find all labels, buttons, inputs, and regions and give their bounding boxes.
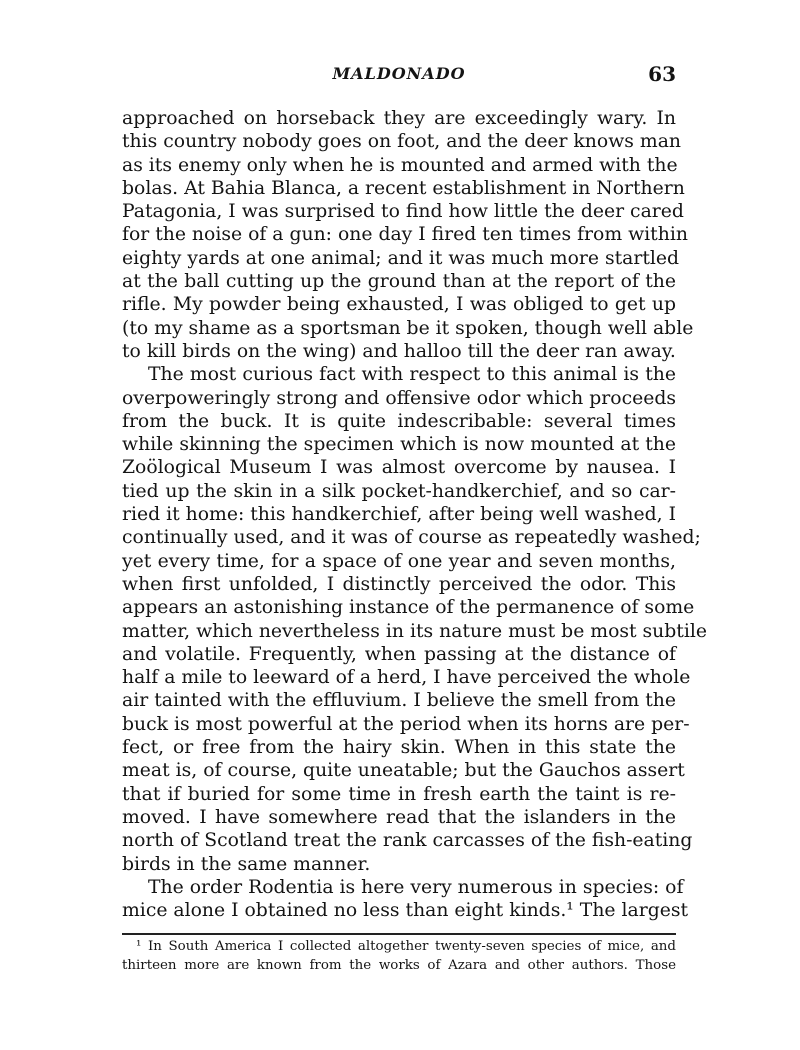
text-line: for the noise of a gun: one day I fired ten times from within xyxy=(122,224,688,246)
text-line: mice alone I obtained no less than eight kinds.¹ The largest xyxy=(122,900,689,922)
paragraph-start-line: The order Rodentia is here very numerous in species: of xyxy=(148,876,684,898)
text-line: Zoölogical Museum I was almost overcome by nausea. I xyxy=(122,457,676,479)
text-line: at the ball cutting up the ground than at the report of the xyxy=(122,271,676,293)
text-line: as its enemy only when he is mounted and armed with the xyxy=(122,154,678,176)
text-line: buck is most powerful at the period when its horns are per- xyxy=(122,713,690,735)
text-line: birds in the same manner. xyxy=(122,853,371,875)
footnote-line: thirteen more are known from the works of Azara and other authors. Those xyxy=(122,958,676,973)
text-line: north of Scotland treat the rank carcasses of the fish-eating xyxy=(122,830,693,852)
footnotes xyxy=(122,937,676,975)
text-line: ried it home: this handkerchief, after being well washed, I xyxy=(122,504,677,526)
text-line: air tainted with the effluvium. I believe the smell from the xyxy=(122,690,676,712)
text-line: matter, which nevertheless in its nature must be most subtile xyxy=(122,620,707,642)
text-line: approached on horseback they are exceedingly wary. In xyxy=(122,108,676,129)
page-header xyxy=(122,64,676,94)
footnote-divider xyxy=(122,933,676,935)
text-line: overpoweringly strong and offensive odor which proceeds xyxy=(122,387,676,409)
text-line: eighty yards at one animal; and it was much more startled xyxy=(122,247,680,269)
paragraph-start-line: The most curious fact with respect to this animal is the xyxy=(148,364,676,386)
text-line: this country nobody goes on foot, and the deer knows man xyxy=(122,131,681,153)
text-line: fect, or free from the hairy skin. When in this state the xyxy=(122,737,676,759)
body-text xyxy=(122,107,707,922)
text-line: half a mile to leeward of a herd, I have perceived the whole xyxy=(122,667,691,689)
text-line: while skinning the specimen which is now mounted at the xyxy=(122,434,676,456)
text-line: moved. I have somewhere read that the islanders in the xyxy=(122,806,676,828)
text-line: rifle. My powder being exhausted, I was obliged to get up xyxy=(122,294,676,316)
text-line: (to my shame as a sportsman be it spoken, though well able xyxy=(122,317,694,339)
text-line: from the buck. It is quite indescribable: several times xyxy=(122,410,676,432)
text-line: when first unfolded, I distinctly perceived the odor. This xyxy=(122,573,676,595)
text-line: continually used, and it was of course as repeatedly washed; xyxy=(122,527,701,549)
text-line: Patagonia, I was surprised to find how little the deer cared xyxy=(122,201,684,223)
text-line: and volatile. Frequently, when passing at the distance of xyxy=(122,643,676,665)
text-line: bolas. At Bahia Blanca, a recent establishment in Northern xyxy=(122,177,685,199)
text-line: that if buried for some time in fresh earth the taint is re- xyxy=(122,783,676,805)
text-line: to kill birds on the wing) and halloo till the deer ran away. xyxy=(122,340,676,362)
text-line: appears an astonishing instance of the permanence of some xyxy=(122,597,695,619)
text-line: meat is, of course, quite uneatable; but the Gauchos assert xyxy=(122,760,685,782)
running-title: MALDONADO xyxy=(332,64,466,83)
text-line: tied up the skin in a silk pocket-handkerchief, and so car- xyxy=(122,480,676,502)
text-line: yet every time, for a space of one year and seven months, xyxy=(122,550,676,572)
page-number: 63 xyxy=(648,62,676,86)
footnote-line: ¹ In South America I collected altogether twenty-seven species of mice, and xyxy=(136,939,676,954)
